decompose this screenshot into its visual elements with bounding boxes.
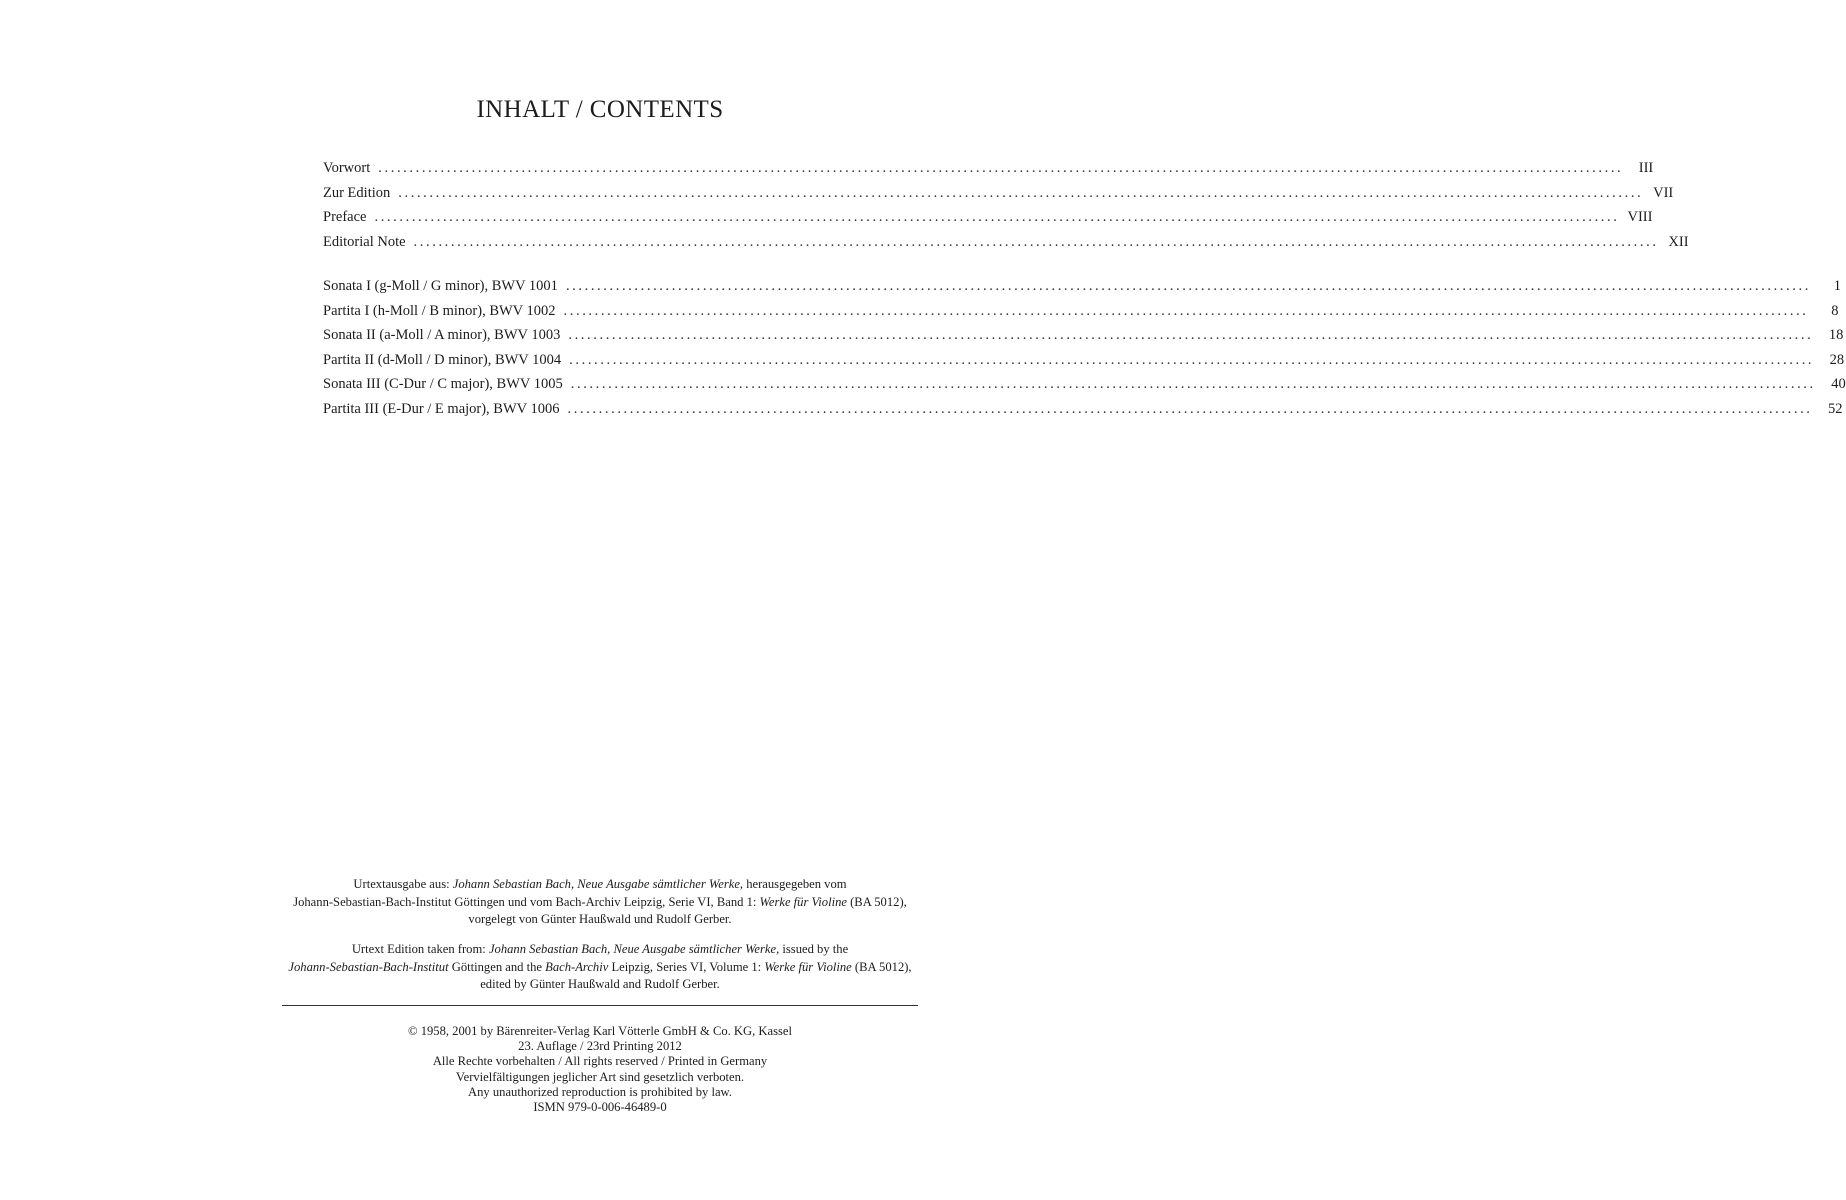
toc-entry-page: 1 bbox=[1833, 278, 1841, 294]
note-title-italic: Johann Sebastian Bach, Neue Ausgabe sämtlicher Werke, bbox=[488, 942, 780, 956]
toc-leader-dots: ........................................................................................................................................................................................................ bbox=[569, 351, 1815, 368]
toc-leader-dots: ........................................................................................................................................................................................................ bbox=[567, 400, 1813, 417]
toc-entry[interactable] bbox=[323, 327, 1844, 352]
toc-leader-dots: ........................................................................................................................................................................................................ bbox=[568, 327, 1814, 343]
note-text: (BA 5012), bbox=[851, 959, 912, 974]
toc-works bbox=[323, 278, 1846, 425]
source-note-english bbox=[200, 941, 1000, 994]
note-text: Urtext Edition taken from: bbox=[351, 942, 489, 956]
toc-leader-dots: ........................................................................................................................................................................................................ bbox=[374, 209, 1620, 225]
toc-entry[interactable] bbox=[323, 400, 1843, 426]
toc-entry-page: 52 bbox=[1828, 400, 1843, 417]
toc-entry-page: XII bbox=[1668, 233, 1689, 250]
toc-entry-label: Vorwort bbox=[323, 160, 371, 176]
toc-entry-label: Partita II (d-Moll / D minor), BWV 1004 bbox=[323, 351, 562, 368]
toc-leader-dots: ........................................................................................................................................................................................................ bbox=[378, 160, 1624, 176]
note-title-italic: Bach-Archiv bbox=[545, 959, 609, 974]
toc-entry-page: VIII bbox=[1627, 209, 1653, 225]
toc-entry-label: Preface bbox=[323, 209, 367, 225]
note-text: Göttingen and the bbox=[448, 959, 546, 974]
source-note-line bbox=[200, 959, 1000, 977]
toc-entry[interactable] bbox=[323, 302, 1839, 328]
note-text: Leipzig, Series VI, Volume 1: bbox=[608, 959, 765, 974]
toc-entry-label: Sonata III (C-Dur / C major), BWV 1005 bbox=[323, 376, 563, 392]
toc-entry[interactable] bbox=[323, 233, 1689, 259]
toc-leader-dots: ........................................................................................................................................................................................................ bbox=[413, 233, 1659, 250]
toc-entry[interactable] bbox=[323, 184, 1674, 210]
toc-entry[interactable] bbox=[323, 209, 1653, 234]
toc-entry[interactable] bbox=[323, 376, 1846, 401]
toc-entry-page: 18 bbox=[1828, 327, 1844, 343]
toc-entry-label: Sonata I (g-Moll / G minor), BWV 1001 bbox=[323, 278, 558, 294]
toc-entry[interactable] bbox=[323, 160, 1654, 185]
source-note-line bbox=[200, 941, 1000, 959]
toc-entry-page: 28 bbox=[1829, 351, 1845, 368]
note-text: herausgegeben vom bbox=[743, 877, 847, 891]
toc-entry-page: VII bbox=[1653, 184, 1674, 201]
toc-leader-dots: ........................................................................................................................................................................................................ bbox=[563, 302, 1809, 319]
imprint-line: ISMN 979-0-006-46489-0 bbox=[533, 1100, 667, 1115]
imprint-line: 23. Auflage / 23rd Printing 2012 bbox=[518, 1039, 682, 1054]
toc-entry-page: III bbox=[1638, 160, 1654, 176]
toc-entry[interactable] bbox=[323, 351, 1845, 377]
toc-front-matter bbox=[323, 160, 1689, 258]
toc-leader-dots: ........................................................................................................................................................................................................ bbox=[565, 278, 1811, 294]
source-note-line bbox=[200, 876, 1000, 894]
note-text: issued by the bbox=[779, 942, 849, 956]
note-title-italic: Johann Sebastian Bach, Neue Ausgabe sämtlicher Werke, bbox=[452, 877, 744, 891]
source-note-line: vorgelegt von Günter Haußwald und Rudolf Gerber. bbox=[468, 912, 732, 927]
imprint-line: Any unauthorized reproduction is prohibited by law. bbox=[468, 1084, 732, 1099]
imprint-line: Alle Rechte vorbehalten / All rights reserved / Printed in Germany bbox=[432, 1054, 768, 1069]
note-text: (BA 5012), bbox=[846, 894, 907, 909]
source-note-line: edited by Günter Haußwald and Rudolf Gerber. bbox=[480, 977, 720, 992]
note-title-italic: Johann-Sebastian-Bach-Institut bbox=[288, 959, 449, 974]
imprint-line: © 1958, 2001 by Bärenreiter-Verlag Karl Vötterle GmbH & Co. KG, Kassel bbox=[407, 1024, 792, 1038]
toc-entry-label: Partita III (E-Dur / E major), BWV 1006 bbox=[323, 400, 560, 417]
toc-entry-label: Zur Edition bbox=[323, 184, 391, 201]
imprint-line: Vervielfältigungen jeglicher Art sind gesetzlich verboten. bbox=[455, 1069, 745, 1084]
toc-entry-page: 8 bbox=[1831, 302, 1839, 319]
page-title: INHALT / CONTENTS bbox=[476, 96, 724, 123]
note-text: Urtextausgabe aus: bbox=[353, 877, 453, 891]
source-note-line bbox=[200, 894, 1000, 912]
note-title-italic: Werke für Violine bbox=[764, 959, 852, 974]
copyright-imprint bbox=[200, 1024, 1000, 1115]
toc-entry-label: Editorial Note bbox=[323, 233, 406, 250]
note-title-italic: Werke für Violine bbox=[759, 894, 847, 909]
source-note-german bbox=[200, 876, 1000, 929]
toc-leader-dots: ........................................................................................................................................................................................................ bbox=[398, 184, 1644, 201]
toc-entry[interactable] bbox=[323, 278, 1841, 303]
toc-entry-page: 40 bbox=[1831, 376, 1846, 392]
toc-entry-label: Sonata II (a-Moll / A minor), BWV 1003 bbox=[323, 327, 561, 343]
toc-entry-label: Partita I (h-Moll / B minor), BWV 1002 bbox=[323, 302, 556, 319]
toc-leader-dots: ........................................................................................................................................................................................................ bbox=[570, 376, 1816, 392]
divider-rule bbox=[282, 1005, 918, 1006]
note-text: Johann-Sebastian-Bach-Institut Göttingen und vom Bach-Archiv Leipzig, Serie VI, Band 1: bbox=[293, 894, 760, 909]
